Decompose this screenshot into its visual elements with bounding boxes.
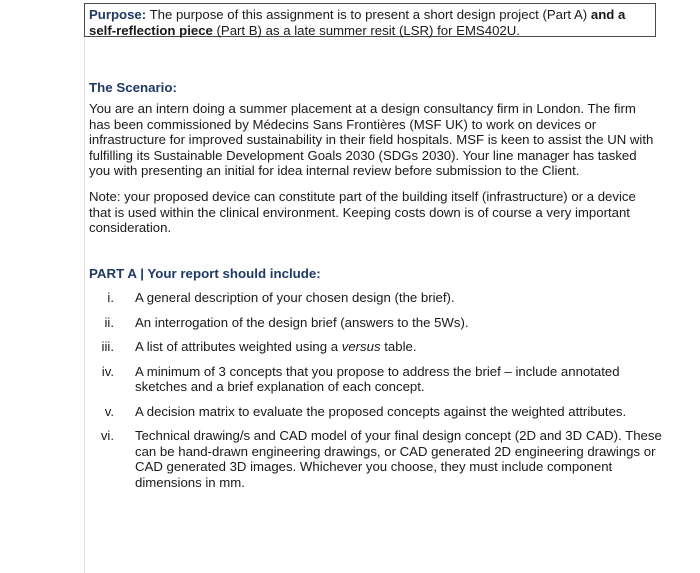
scenario-paragraph-1: You are an intern doing a summer placement at a design consultancy firm in London. The firm has been commissioned by Médecins Sans Frontières (MSF UK) to work on devices or infrastructure for improved sustainability in their field hospitals. MSF is keen to assist the UN with fulfilling its Sustainable Development Goals 2030 (SDGs 2030). Your line manager has tasked you with presenting an initial for idea internal review before submission to the Client. [89,101,654,179]
list-item-text: A minimum of 3 concepts that you propose to address the brief – include annotated sketches and a brief explanation of each concept. [135,363,620,394]
list-item-number: i. [107,290,114,305]
purpose-label: Purpose: [89,7,147,22]
scenario-paragraph-2: Note: your proposed device can constitute part of the building itself (infrastructure) or a device that is used within the clinical environment. Keeping costs down is of course a very important consideration. [89,189,636,236]
list-item-text: A general description of your chosen design (the brief). [135,290,455,305]
list-item [84,364,664,395]
list-item [84,290,664,306]
list-item [84,339,664,355]
purpose-text-1: The purpose of this assignment is to present a short design project (Part A) [146,7,591,22]
list-item-text: An interrogation of the design brief (answers to the 5Ws). [135,314,469,330]
list-item-text-after: table. [380,339,417,354]
list-item [84,428,664,490]
part-a-heading: PART A | Your report should include: [89,266,321,281]
list-item [84,315,664,331]
list-item-number: v. [104,403,114,419]
scenario-heading: The Scenario: [89,80,177,95]
list-item-text [135,339,664,355]
list-item-text: Technical drawing/s and CAD model of your final design concept (2D and 3D CAD). These can be hand-drawn engineering drawings, or CAD generated 2D engineering drawings or CAD generated 3D images. Whichever you choose, they must include component dimensions in mm. [135,428,662,490]
list-item-number: ii. [104,314,114,330]
purpose-text-2: (Part B) as a late summer resit (LSR) for EMS402U. [212,22,520,38]
list-item-emphasis: versus [341,339,381,354]
list-item-number: vi. [100,428,114,443]
purpose-bold-text: and a self-reflection piece [89,7,626,38]
list-item-number: iv. [101,363,114,379]
part-a-list [84,290,664,499]
list-item-text: A decision matrix to evaluate the proposed concepts against the weighted attributes. [135,403,627,419]
purpose-box [84,3,656,37]
list-item-text-before: A list of attributes weighted using a [135,339,342,354]
list-item [84,404,664,420]
list-item-number: iii. [101,339,114,354]
